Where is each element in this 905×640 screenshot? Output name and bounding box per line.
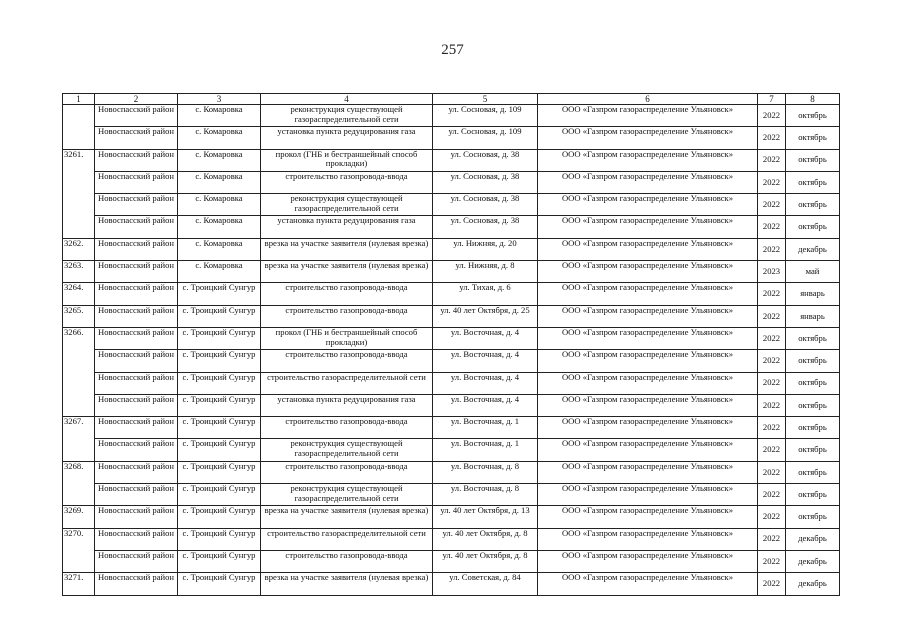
table-row xyxy=(63,149,840,171)
year-cell: 2022 xyxy=(758,573,786,595)
organization-cell: ООО «Газпром газораспределение Ульяновск» xyxy=(538,149,758,171)
organization-cell: ООО «Газпром газораспределение Ульяновск» xyxy=(538,439,758,461)
year-cell: 2022 xyxy=(758,283,786,305)
year-cell: 2022 xyxy=(758,528,786,550)
year-cell: 2022 xyxy=(758,439,786,461)
locality-cell: с. Комаровка xyxy=(178,216,261,238)
locality-cell: с. Троицкий Сунгур xyxy=(178,461,261,483)
work-type-cell: врезка на участке заявителя (нулевая врезка) xyxy=(261,261,433,283)
locality-cell: с. Комаровка xyxy=(178,261,261,283)
locality-cell: с. Троицкий Сунгур xyxy=(178,350,261,372)
year-cell: 2022 xyxy=(758,305,786,327)
address-cell: ул. Восточная, д. 4 xyxy=(433,394,538,416)
work-type-cell: установка пункта редуцирования газа xyxy=(261,127,433,149)
address-cell: ул. Восточная, д. 1 xyxy=(433,439,538,461)
organization-cell: ООО «Газпром газораспределение Ульяновск» xyxy=(538,261,758,283)
locality-cell: с. Троицкий Сунгур xyxy=(178,550,261,572)
organization-cell: ООО «Газпром газораспределение Ульяновск» xyxy=(538,550,758,572)
column-number-row xyxy=(63,94,840,105)
work-type-cell: строительство газопровода-ввода xyxy=(261,550,433,572)
table-row xyxy=(63,261,840,283)
work-type-cell: строительство газораспределительной сети xyxy=(261,372,433,394)
year-cell: 2022 xyxy=(758,238,786,260)
district-cell: Новоспасский район xyxy=(95,149,178,171)
page-number: 257 xyxy=(441,42,464,58)
address-cell: ул. Восточная, д. 8 xyxy=(433,461,538,483)
address-cell: ул. 40 лет Октября, д. 25 xyxy=(433,305,538,327)
locality-cell: с. Троицкий Сунгур xyxy=(178,372,261,394)
table-row xyxy=(63,394,840,416)
address-cell: ул. 40 лет Октября, д. 13 xyxy=(433,506,538,528)
organization-cell: ООО «Газпром газораспределение Ульяновск» xyxy=(538,484,758,506)
year-cell: 2022 xyxy=(758,484,786,506)
district-cell: Новоспасский район xyxy=(95,439,178,461)
organization-cell: ООО «Газпром газораспределение Ульяновск» xyxy=(538,528,758,550)
address-cell: ул. Сосновая, д. 38 xyxy=(433,149,538,171)
organization-cell: ООО «Газпром газораспределение Ульяновск» xyxy=(538,506,758,528)
locality-cell: с. Комаровка xyxy=(178,238,261,260)
month-cell: октябрь xyxy=(786,327,840,349)
row-number-cell: 3267. xyxy=(63,417,95,462)
month-cell: октябрь xyxy=(786,350,840,372)
month-cell: октябрь xyxy=(786,439,840,461)
organization-cell: ООО «Газпром газораспределение Ульяновск» xyxy=(538,171,758,193)
organization-cell: ООО «Газпром газораспределение Ульяновск» xyxy=(538,216,758,238)
work-type-cell: строительство газопровода-ввода xyxy=(261,305,433,327)
locality-cell: с. Троицкий Сунгур xyxy=(178,484,261,506)
address-cell: ул. Сосновая, д. 38 xyxy=(433,216,538,238)
address-cell: ул. Советская, д. 84 xyxy=(433,573,538,595)
address-cell: ул. Тихая, д. 6 xyxy=(433,283,538,305)
table-row xyxy=(63,216,840,238)
work-type-cell: реконструкция существующей газораспределительной сети xyxy=(261,105,433,127)
organization-cell: ООО «Газпром газораспределение Ульяновск» xyxy=(538,305,758,327)
district-cell: Новоспасский район xyxy=(95,283,178,305)
row-number-cell: 3270. xyxy=(63,528,95,573)
work-type-cell: врезка на участке заявителя (нулевая врезка) xyxy=(261,238,433,260)
month-cell: октябрь xyxy=(786,171,840,193)
locality-cell: с. Троицкий Сунгур xyxy=(178,394,261,416)
district-cell: Новоспасский район xyxy=(95,506,178,528)
month-cell: декабрь xyxy=(786,550,840,572)
gasification-schedule-table xyxy=(62,93,840,596)
month-cell: октябрь xyxy=(786,506,840,528)
locality-cell: с. Троицкий Сунгур xyxy=(178,417,261,439)
month-cell: октябрь xyxy=(786,394,840,416)
address-cell: ул. 40 лет Октября, д. 8 xyxy=(433,550,538,572)
column-number: 5 xyxy=(433,94,538,105)
year-cell: 2022 xyxy=(758,350,786,372)
work-type-cell: строительство газопровода-ввода xyxy=(261,461,433,483)
table-row xyxy=(63,417,840,439)
month-cell: октябрь xyxy=(786,127,840,149)
work-type-cell: реконструкция существующей газораспределительной сети xyxy=(261,484,433,506)
month-cell: октябрь xyxy=(786,194,840,216)
row-number-cell: 3262. xyxy=(63,238,95,260)
district-cell: Новоспасский район xyxy=(95,573,178,595)
organization-cell: ООО «Газпром газораспределение Ульяновск» xyxy=(538,461,758,483)
row-number-cell: 3265. xyxy=(63,305,95,327)
row-number-cell: 3264. xyxy=(63,283,95,305)
table-row xyxy=(63,105,840,127)
district-cell: Новоспасский район xyxy=(95,417,178,439)
address-cell: ул. Нижняя, д. 8 xyxy=(433,261,538,283)
month-cell: январь xyxy=(786,305,840,327)
month-cell: октябрь xyxy=(786,372,840,394)
month-cell: декабрь xyxy=(786,238,840,260)
table-row xyxy=(63,372,840,394)
row-number-cell: 3263. xyxy=(63,261,95,283)
row-number-cell: 3269. xyxy=(63,506,95,528)
locality-cell: с. Троицкий Сунгур xyxy=(178,305,261,327)
organization-cell: ООО «Газпром газораспределение Ульяновск» xyxy=(538,372,758,394)
address-cell: ул. Восточная, д. 8 xyxy=(433,484,538,506)
district-cell: Новоспасский район xyxy=(95,528,178,550)
district-cell: Новоспасский район xyxy=(95,484,178,506)
locality-cell: с. Комаровка xyxy=(178,171,261,193)
address-cell: ул. Восточная, д. 4 xyxy=(433,327,538,349)
locality-cell: с. Комаровка xyxy=(178,149,261,171)
month-cell: декабрь xyxy=(786,528,840,550)
table-row xyxy=(63,171,840,193)
district-cell: Новоспасский район xyxy=(95,372,178,394)
table-row xyxy=(63,573,840,595)
address-cell: ул. 40 лет Октября, д. 8 xyxy=(433,528,538,550)
locality-cell: с. Комаровка xyxy=(178,194,261,216)
district-cell: Новоспасский район xyxy=(95,305,178,327)
table-row xyxy=(63,439,840,461)
organization-cell: ООО «Газпром газораспределение Ульяновск» xyxy=(538,573,758,595)
organization-cell: ООО «Газпром газораспределение Ульяновск» xyxy=(538,327,758,349)
row-number-cell: 3266. xyxy=(63,327,95,416)
locality-cell: с. Троицкий Сунгур xyxy=(178,327,261,349)
year-cell: 2022 xyxy=(758,194,786,216)
row-number-cell: 3271. xyxy=(63,573,95,595)
table-row xyxy=(63,127,840,149)
column-number: 2 xyxy=(95,94,178,105)
table-row xyxy=(63,305,840,327)
year-cell: 2022 xyxy=(758,105,786,127)
district-cell: Новоспасский район xyxy=(95,105,178,127)
work-type-cell: врезка на участке заявителя (нулевая врезка) xyxy=(261,506,433,528)
month-cell: декабрь xyxy=(786,573,840,595)
year-cell: 2022 xyxy=(758,461,786,483)
month-cell: октябрь xyxy=(786,484,840,506)
address-cell: ул. Нижняя, д. 20 xyxy=(433,238,538,260)
district-cell: Новоспасский район xyxy=(95,461,178,483)
month-cell: октябрь xyxy=(786,149,840,171)
organization-cell: ООО «Газпром газораспределение Ульяновск» xyxy=(538,417,758,439)
table-row xyxy=(63,327,840,349)
work-type-cell: строительство газопровода-ввода xyxy=(261,417,433,439)
year-cell: 2022 xyxy=(758,171,786,193)
year-cell: 2022 xyxy=(758,394,786,416)
work-type-cell: установка пункта редуцирования газа xyxy=(261,216,433,238)
organization-cell: ООО «Газпром газораспределение Ульяновск» xyxy=(538,238,758,260)
organization-cell: ООО «Газпром газораспределение Ульяновск» xyxy=(538,394,758,416)
year-cell: 2022 xyxy=(758,127,786,149)
month-cell: январь xyxy=(786,283,840,305)
district-cell: Новоспасский район xyxy=(95,550,178,572)
table-row xyxy=(63,350,840,372)
work-type-cell: реконструкция существующей газораспределительной сети xyxy=(261,194,433,216)
row-number-cell: 3261. xyxy=(63,149,95,238)
year-cell: 2022 xyxy=(758,417,786,439)
organization-cell: ООО «Газпром газораспределение Ульяновск» xyxy=(538,194,758,216)
district-cell: Новоспасский район xyxy=(95,350,178,372)
district-cell: Новоспасский район xyxy=(95,394,178,416)
locality-cell: с. Троицкий Сунгур xyxy=(178,283,261,305)
month-cell: октябрь xyxy=(786,216,840,238)
district-cell: Новоспасский район xyxy=(95,194,178,216)
address-cell: ул. Восточная, д. 4 xyxy=(433,350,538,372)
address-cell: ул. Сосновая, д. 38 xyxy=(433,171,538,193)
year-cell: 2022 xyxy=(758,149,786,171)
row-number-cell: 3268. xyxy=(63,461,95,506)
work-type-cell: строительство газопровода-ввода xyxy=(261,350,433,372)
table-row xyxy=(63,238,840,260)
locality-cell: с. Комаровка xyxy=(178,127,261,149)
table-row xyxy=(63,550,840,572)
district-cell: Новоспасский район xyxy=(95,171,178,193)
organization-cell: ООО «Газпром газораспределение Ульяновск» xyxy=(538,127,758,149)
row-number-cell xyxy=(63,105,95,150)
year-cell: 2022 xyxy=(758,216,786,238)
district-cell: Новоспасский район xyxy=(95,327,178,349)
address-cell: ул. Восточная, д. 4 xyxy=(433,372,538,394)
year-cell: 2022 xyxy=(758,506,786,528)
year-cell: 2022 xyxy=(758,550,786,572)
column-number: 7 xyxy=(758,94,786,105)
address-cell: ул. Сосновая, д. 38 xyxy=(433,194,538,216)
year-cell: 2022 xyxy=(758,327,786,349)
organization-cell: ООО «Газпром газораспределение Ульяновск» xyxy=(538,350,758,372)
work-type-cell: строительство газопровода-ввода xyxy=(261,283,433,305)
column-number: 6 xyxy=(538,94,758,105)
locality-cell: с. Троицкий Сунгур xyxy=(178,528,261,550)
table-row xyxy=(63,484,840,506)
organization-cell: ООО «Газпром газораспределение Ульяновск» xyxy=(538,105,758,127)
month-cell: май xyxy=(786,261,840,283)
month-cell: октябрь xyxy=(786,417,840,439)
work-type-cell: прокол (ГНБ и бестраншейный способ прокладки) xyxy=(261,327,433,349)
table-row xyxy=(63,528,840,550)
locality-cell: с. Троицкий Сунгур xyxy=(178,506,261,528)
column-number: 4 xyxy=(261,94,433,105)
column-number: 1 xyxy=(63,94,95,105)
locality-cell: с. Троицкий Сунгур xyxy=(178,439,261,461)
work-type-cell: врезка на участке заявителя (нулевая врезка) xyxy=(261,573,433,595)
year-cell: 2022 xyxy=(758,372,786,394)
table-row xyxy=(63,194,840,216)
year-cell: 2023 xyxy=(758,261,786,283)
district-cell: Новоспасский район xyxy=(95,238,178,260)
district-cell: Новоспасский район xyxy=(95,127,178,149)
organization-cell: ООО «Газпром газораспределение Ульяновск» xyxy=(538,283,758,305)
column-number: 3 xyxy=(178,94,261,105)
address-cell: ул. Сосновая, д. 109 xyxy=(433,127,538,149)
locality-cell: с. Комаровка xyxy=(178,105,261,127)
address-cell: ул. Восточная, д. 1 xyxy=(433,417,538,439)
table-row xyxy=(63,283,840,305)
address-cell: ул. Сосновая, д. 109 xyxy=(433,105,538,127)
work-type-cell: установка пункта редуцирования газа xyxy=(261,394,433,416)
work-type-cell: строительство газораспределительной сети xyxy=(261,528,433,550)
table-row xyxy=(63,506,840,528)
column-number: 8 xyxy=(786,94,840,105)
work-type-cell: прокол (ГНБ и бестраншейный способ прокладки) xyxy=(261,149,433,171)
month-cell: октябрь xyxy=(786,105,840,127)
district-cell: Новоспасский район xyxy=(95,216,178,238)
district-cell: Новоспасский район xyxy=(95,261,178,283)
work-type-cell: реконструкция существующей газораспределительной сети xyxy=(261,439,433,461)
table-row xyxy=(63,461,840,483)
locality-cell: с. Троицкий Сунгур xyxy=(178,573,261,595)
month-cell: октябрь xyxy=(786,461,840,483)
work-type-cell: строительство газопровода-ввода xyxy=(261,171,433,193)
